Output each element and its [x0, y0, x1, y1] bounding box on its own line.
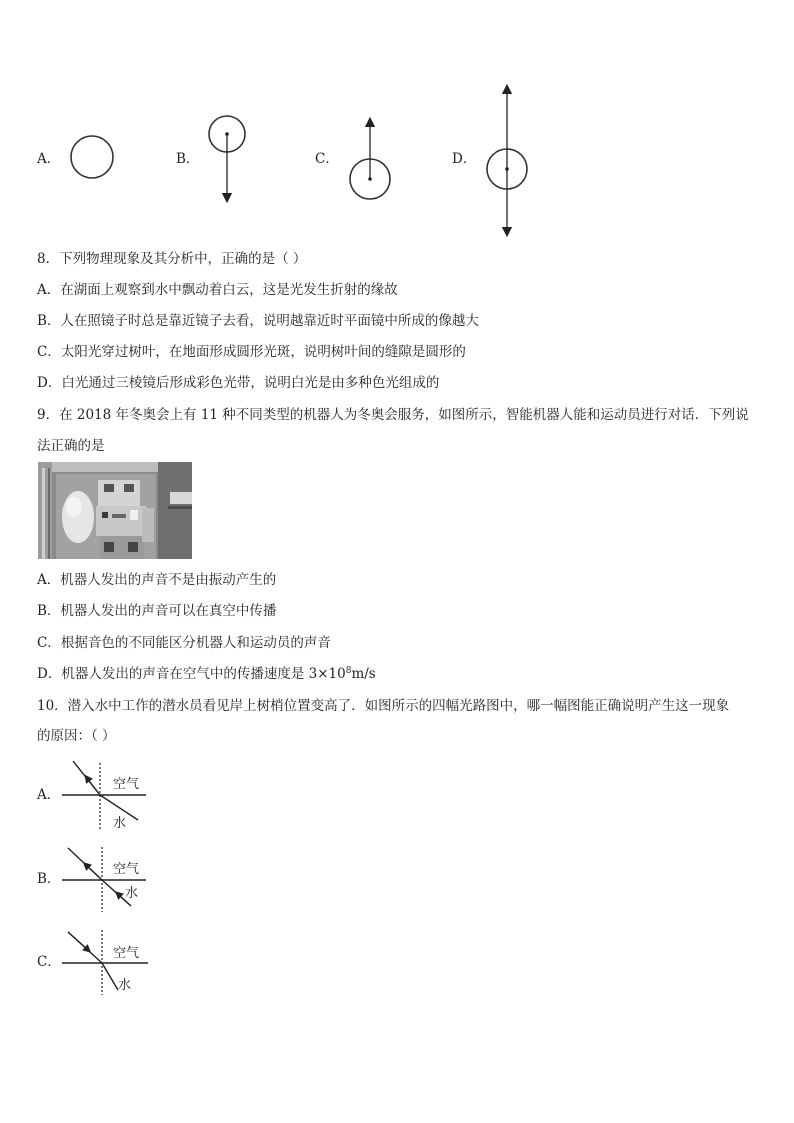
- q10-a-ray-arrow: [87, 778, 100, 795]
- q10-c-water-label: 水: [118, 978, 132, 993]
- q10-b-ray-air-arrow: [86, 865, 102, 880]
- q7-option-b-label: B．: [176, 151, 200, 167]
- q10-c-air-label: 空气: [113, 946, 140, 961]
- q10-b-air-label: 空气: [113, 862, 140, 877]
- q8-option-a: A．在湖面上观察到水中飘动着白云，这是光发生折射的缘故: [37, 282, 398, 298]
- q9-option-a: A．机器人发出的声音不是由振动产生的: [37, 572, 277, 588]
- q8-option-c: C．太阳光穿过树叶，在地面形成圆形光斑，说明树叶间的缝隙是圆形的: [37, 344, 466, 360]
- q10-c-ray-air-arrow: [68, 932, 88, 950]
- q9-option-b: B．机器人发出的声音可以在真空中传播: [37, 603, 277, 619]
- q7-option-a-label: A．: [37, 151, 61, 167]
- q10-option-a-label: A．: [37, 787, 61, 803]
- q7-option-c-label: C．: [315, 151, 339, 167]
- q9-option-d-text: D．机器人发出的声音在空气中的传播速度是 3×10: [37, 666, 346, 682]
- q10-a-air-label: 空气: [113, 777, 140, 792]
- q8-stem: 8．下列物理现象及其分析中，正确的是（ ）: [37, 251, 307, 267]
- q8-option-d: D．白光通过三棱镜后形成彩色光带，说明白光是由多种色光组成的: [37, 375, 440, 391]
- q9-option-d-exponent: 8: [345, 666, 352, 676]
- q9-stem-line2: 法正确的是: [37, 438, 105, 454]
- q10-option-c-label: C．: [37, 954, 61, 970]
- q9-stem-line1: 9．在 2018 年冬奥会上有 11 种不同类型的机器人为冬奥会服务，如图所示，智能机器人能和运动员进行对话．下列说: [37, 407, 749, 423]
- q7-option-d-label: D．: [452, 151, 477, 167]
- q10-option-b-label: B．: [37, 871, 61, 887]
- q8-option-b: B．人在照镜子时总是靠近镜子去看，说明越靠近时平面镜中所成的像越大: [37, 313, 479, 329]
- q10-a-water-label: 水: [113, 816, 127, 831]
- q9-option-d-unit: m/s: [351, 666, 376, 682]
- q10-b-water-label: 水: [125, 886, 139, 901]
- q10-stem-line1: 10．潜入水中工作的潜水员看见岸上树梢位置变高了．如图所示的四幅光路图中，哪一幅图能正确说明产生这一现象: [37, 698, 730, 714]
- q10-c-ray-water: [102, 963, 118, 990]
- q9-option-c: C．根据音色的不同能区分机器人和运动员的声音: [37, 635, 331, 651]
- q10-stem-line2: 的原因：（ ）: [37, 728, 116, 744]
